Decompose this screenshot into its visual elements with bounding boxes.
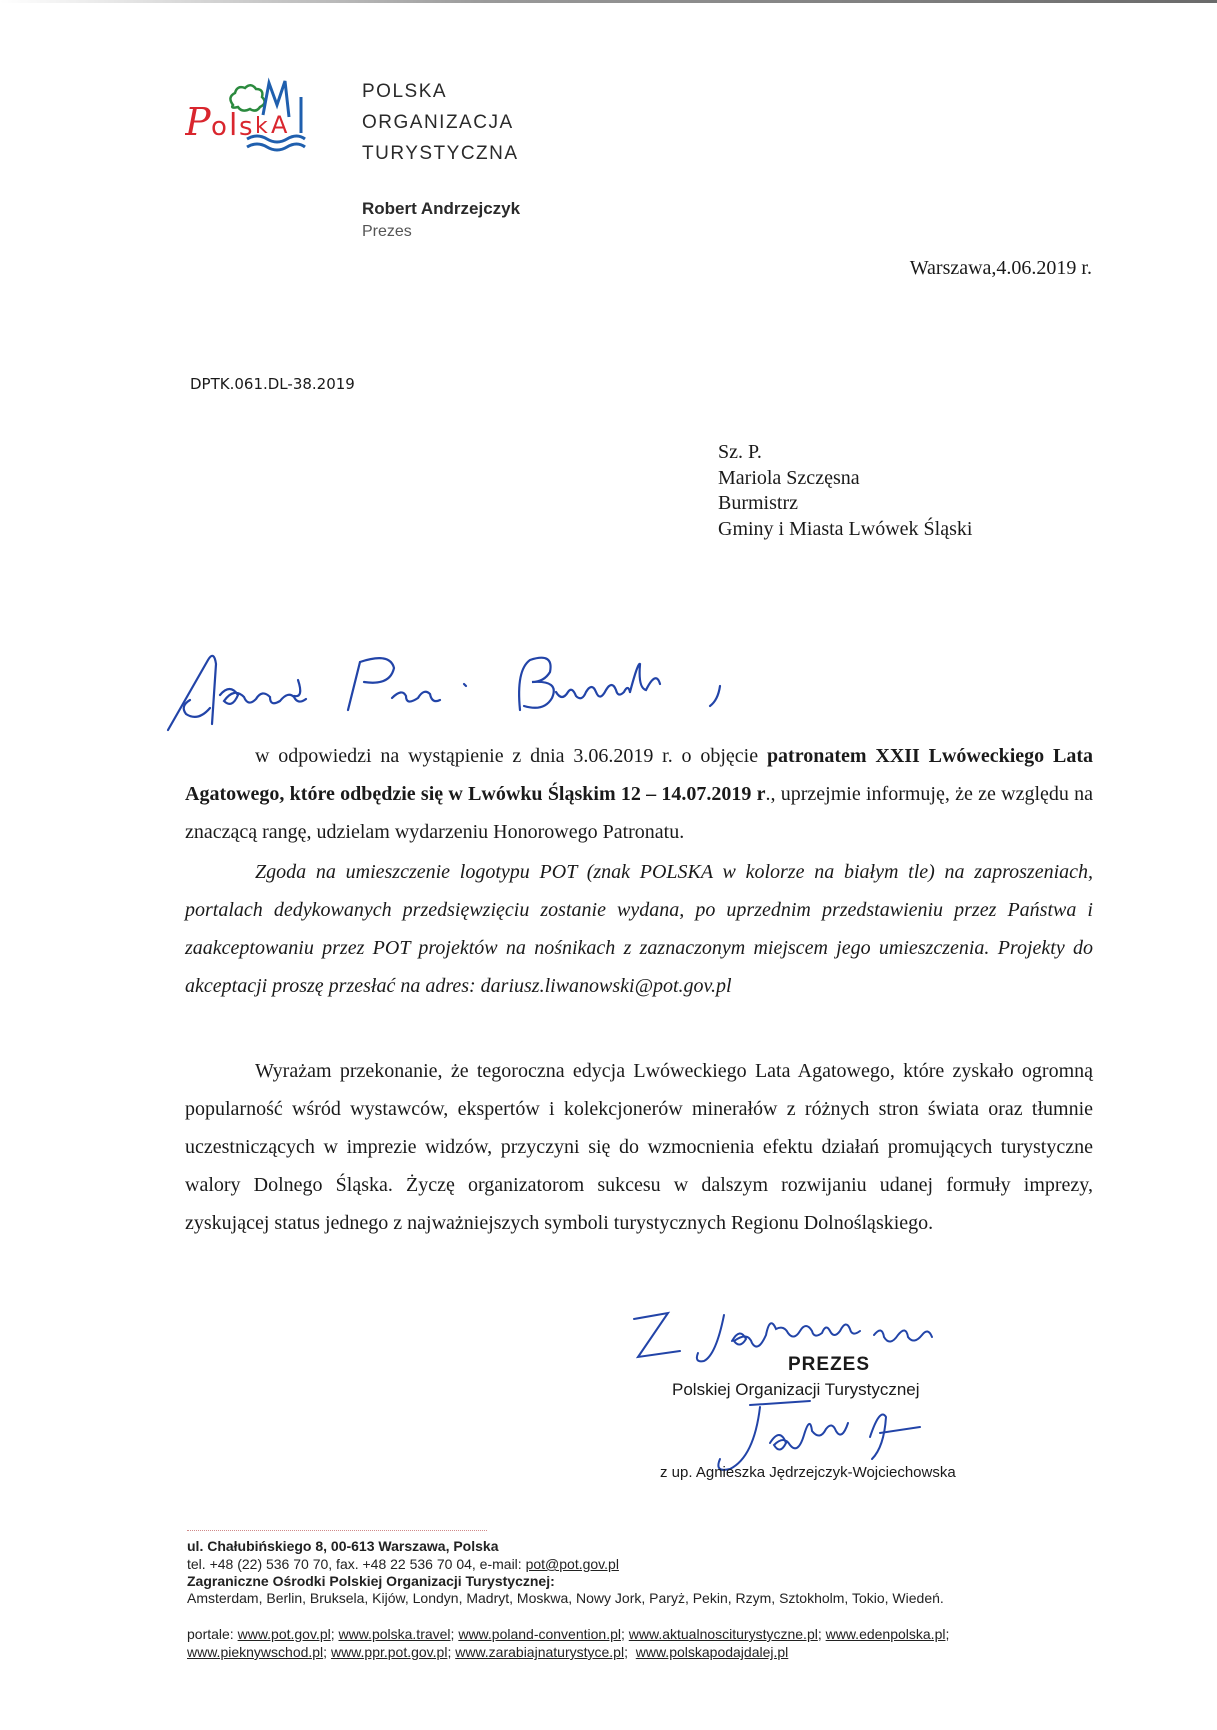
- footer-contact: [187, 1556, 1112, 1573]
- svg-text:s: s: [239, 112, 253, 142]
- footer-address: ul. Chałubińskiego 8, 00-613 Warszawa, Polska: [187, 1538, 499, 1554]
- organization-name: [362, 76, 519, 169]
- polska-logo: [185, 75, 335, 175]
- portal-link[interactable]: www.edenpolska.pl: [825, 1626, 946, 1642]
- signature-title: PREZES: [788, 1354, 871, 1375]
- portal-link[interactable]: www.aktualnosciturystyczne.pl: [628, 1626, 818, 1642]
- footer-contact-text: tel. +48 (22) 536 70 70, fax. +48 22 536 70 04, e-mail:: [187, 1556, 526, 1572]
- letter-date: Warszawa,4.06.2019 r.: [909, 257, 1092, 279]
- svg-text:A: A: [271, 111, 288, 139]
- footer-email-link[interactable]: pot@pot.gov.pl: [525, 1556, 619, 1572]
- recipient-line-3: Burmistrz: [718, 492, 798, 514]
- sender-role: Prezes: [362, 223, 412, 240]
- paragraph-1-text-b: ., uprzejmie informuję, że ze względu na znaczącą rangę, udzielam wydarzeniu Honorowego Patronatu.: [185, 783, 1094, 843]
- org-line-1: POLSKA: [362, 81, 448, 102]
- portal-link[interactable]: www.pieknywschod.pl: [187, 1644, 324, 1660]
- handwritten-salutation: [160, 640, 800, 735]
- paragraph-3: Wyrażam przekonanie, że tegoroczna edycja Lwóweckiego Lata Agatowego, które zyskało ogromną popularność wśród wystawców, ekspertów i kolekcjonerów minerałów z różnych stron świata oraz tłumnie uczestniczących w imprezie widzów, przyczyni się do wzmocnienia efektu działań promujących turystyczne walory Dolnego Śląska. Życzę organizatorom sukcesu w dalszym rozwijaniu udanej formuły imprezy, zyskującej status jednego z najważniejszych symboli turystycznych Regionu Dolnośląskiego.: [185, 1060, 1093, 1234]
- footer-offices-label: Zagraniczne Ośrodki Polskiej Organizacji Turystycznej:: [187, 1573, 555, 1589]
- portal-link[interactable]: www.pot.gov.pl: [237, 1626, 331, 1642]
- paragraph-1-text-a: w odpowiedzi na wystąpienie z dnia 3.06.2019 r. o objęcie: [255, 745, 767, 767]
- paragraph-1: [185, 737, 1093, 851]
- portal-link[interactable]: www.polskapodajdalej.pl: [635, 1644, 789, 1660]
- footer-portals-row-1: portale: www.pot.gov.pl; www.polska.travel; www.poland-convention.pl; www.aktualnosciturystyczne.pl; www.edenpolska.pl;: [187, 1626, 950, 1642]
- recipient-block: [718, 440, 972, 542]
- scan-edge-line: [0, 0, 1217, 3]
- org-line-3: TURYSTYCZNA: [362, 143, 519, 164]
- portal-link[interactable]: www.polska.travel: [338, 1626, 451, 1642]
- logo-lettering: P: [185, 100, 211, 144]
- footer-portals-label: portale:: [187, 1626, 238, 1642]
- svg-text:k: k: [255, 114, 268, 139]
- portal-link[interactable]: www.zarabiajnaturystyce.pl: [455, 1644, 625, 1660]
- portal-link[interactable]: www.ppr.pot.gov.pl: [330, 1644, 448, 1660]
- signature-organization: Polskiej Organizacji Turystycznej: [672, 1380, 920, 1399]
- portal-link[interactable]: www.poland-convention.pl: [458, 1626, 621, 1642]
- recipient-line-2: Mariola Szczęsna: [718, 466, 860, 489]
- footer-portals-row-2: www.pieknywschod.pl; www.ppr.pot.gov.pl; www.zarabiajnaturystyce.pl; www.polskapodajdalej.pl: [187, 1644, 789, 1660]
- signature-person: z up. Agnieszka Jędrzejczyk-Wojciechowska: [660, 1464, 956, 1481]
- footer-offices: Amsterdam, Berlin, Bruksela, Kijów, Londyn, Madryt, Moskwa, Nowy Jork, Paryż, Pekin, Rzym, Sztokholm, Tokio, Wiedeń.: [187, 1590, 944, 1606]
- org-line-2: ORGANIZACJA: [362, 112, 514, 133]
- svg-text:o: o: [211, 112, 227, 142]
- footer-divider: [187, 1530, 487, 1531]
- svg-text:l: l: [229, 108, 238, 143]
- paragraph-1-bold: patronatem XXII Lwóweckiego Lata Agatowego, które odbędzie się w Lwówku Śląskim 12 – 14.07.2019 r: [185, 745, 1093, 805]
- reference-number: DPTK.061.DL-38.2019: [190, 375, 355, 393]
- sender-name: Robert Andrzejczyk: [362, 199, 521, 218]
- paragraph-2: Zgoda na umieszczenie logotypu POT (znak POLSKA w kolorze na białym tle) na zaproszeniach, portalach dedykowanych przedsięwzięciu zostanie wydana, po uprzednim przedstawieniu przez Państwa i zaakceptowaniu przez POT projektów na nośnikach z zaznaczonym miejscem jego umieszczenia. Projekty do akceptacji proszę przesłać na adres: dariusz.liwanowski@pot.gov.pl: [185, 861, 1093, 997]
- recipient-line-1: Sz. P.: [718, 441, 762, 463]
- recipient-line-4: Gminy i Miasta Lwówek Śląski: [718, 517, 973, 540]
